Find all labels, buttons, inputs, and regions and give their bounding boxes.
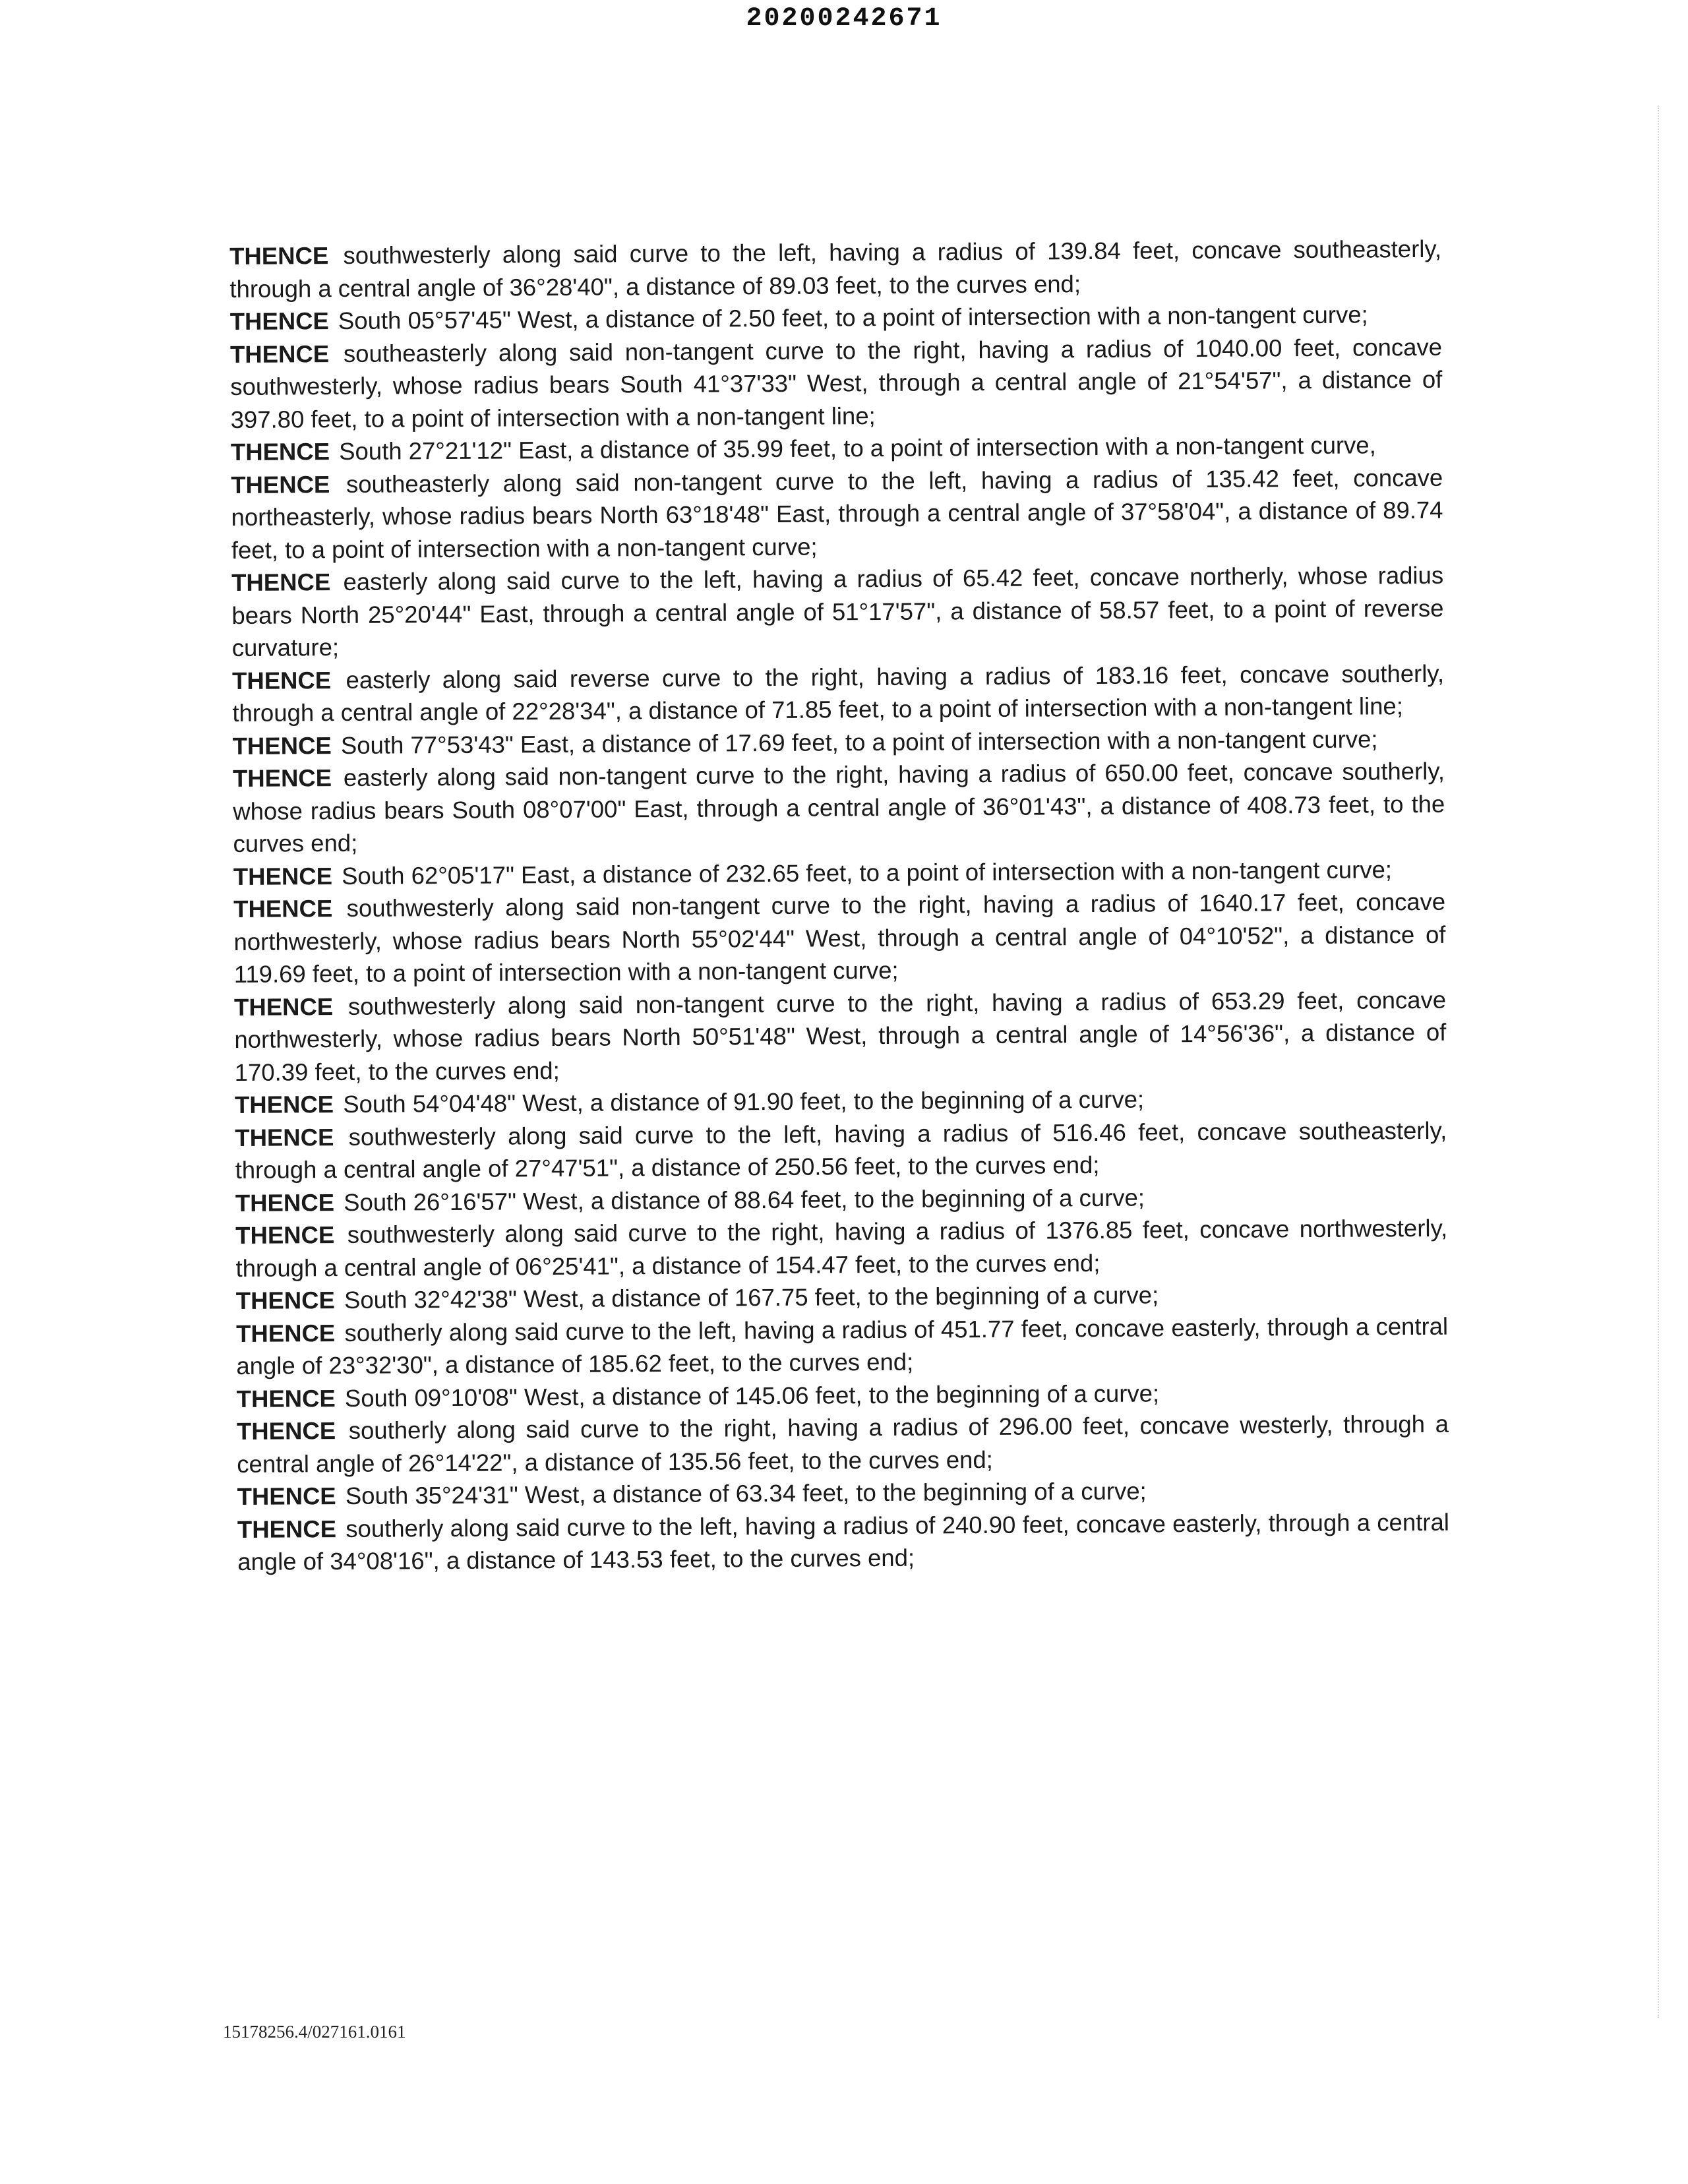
course-text: southwesterly along said non-tangent curve to the right, having a radius of 653.29 feet, concave northwesterly, whose radius bears North 50°51'48" West, through a central angle of 14°56'36", a distance of 170.39 feet, to the curves end; xyxy=(234,986,1447,1086)
course-text: southwesterly along said curve to the right, having a radius of 1376.85 feet, concave northwesterly, through a central angle of 06°25'41", a distance of 154.47 feet, to the curves end; xyxy=(235,1214,1448,1282)
course-text: South 05°57'45" West, a distance of 2.50 feet, to a point of intersection with a non-tangent curve; xyxy=(338,301,1368,334)
course-text: South 35°24'31" West, a distance of 63.34 feet, to the beginning of a curve; xyxy=(345,1477,1147,1509)
course-paragraph xyxy=(235,1114,1447,1186)
course-text: easterly along said non-tangent curve to the right, having a radius of 650.00 feet, concave southerly, whose radius bears South 08°07'00" East, through a central angle of 36°01'43", a distance of 408.73 feet, to the curves end; xyxy=(233,757,1445,857)
thence-keyword: THENCE xyxy=(234,1091,334,1118)
thence-keyword: THENCE xyxy=(237,1482,336,1510)
thence-keyword: THENCE xyxy=(232,731,332,760)
course-text: southwesterly along said non-tangent curve to the right, having a radius of 1640.17 feet, concave northwesterly, whose radius bears North 55°02'44" West, through a central angle of 04°10'52", a distance of 119.69 feet, to a point of intersection with a non-tangent curve; xyxy=(233,888,1446,988)
thence-keyword: THENCE xyxy=(231,666,332,694)
course-text: southeasterly along said non-tangent curve to the left, having a radius of 135.42 feet, concave northeasterly, whose radius bears North 63°18'48" East, through a central angle of 37°58'04", a distance of 89.74 feet, to a point of intersection with a non-tangent curve; xyxy=(231,464,1443,564)
course-text: South 27°21'12" East, a distance of 35.99 feet, to a point of intersection with a non-tangent curve, xyxy=(339,431,1376,465)
course-paragraph xyxy=(233,755,1445,861)
course-text: southerly along said curve to the right, having a radius of 296.00 feet, concave westerly, through a central angle of 26°14'22", a distance of 135.56 feet, to the curves end; xyxy=(237,1410,1449,1478)
course-text: South 32°42'38" West, a distance of 167.75 feet, to the beginning of a curve; xyxy=(344,1281,1159,1314)
course-paragraph xyxy=(237,1408,1449,1480)
scan-edge-artifact xyxy=(1658,106,1659,2018)
thence-keyword: THENCE xyxy=(233,895,333,923)
course-text: South 26°16'57" West, a distance of 88.64 feet, to the beginning of a curve; xyxy=(344,1184,1145,1216)
thence-keyword: THENCE xyxy=(232,764,332,792)
course-text: southerly along said curve to the left, having a radius of 451.77 feet, concave easterly, through a central angle of 23°32'30", a distance of 185.62 feet, to the curves end; xyxy=(236,1312,1449,1380)
course-paragraph xyxy=(237,1505,1450,1578)
thence-keyword: THENCE xyxy=(233,992,334,1021)
course-text: southwesterly along said curve to the left, having a radius of 139.84 feet, concave southeasterly, through a central angle of 36°28'40", a distance of 89.03 feet, to the curves end; xyxy=(229,235,1442,303)
thence-keyword: THENCE xyxy=(233,862,333,890)
course-text: easterly along said curve to the left, having a radius of 65.42 feet, concave northerly, whose radius bears North 25°20'44" East, through a central angle of 51°17'57", a distance of 58.57 feet, to a point of reverse curvature; xyxy=(231,561,1444,661)
course-text: easterly along said reverse curve to the right, having a radius of 183.16 feet, concave southerly, through a central angle of 22°28'34", a distance of 71.85 feet, to a point of intersection with a non-tangent line; xyxy=(232,659,1445,727)
thence-keyword: THENCE xyxy=(230,438,330,466)
thence-keyword: THENCE xyxy=(235,1287,336,1314)
course-text: South 09°10'08" West, a distance of 145.06 feet, to the beginning of a curve; xyxy=(344,1379,1160,1412)
course-text: southeasterly along said non-tangent curve to the right, having a radius of 1040.00 feet, concave southwesterly, whose radius bears South 41°37'33" West, through a central angle of 21°54'57", a distance of 397.80 feet, to a point of intersection with a non-tangent line; xyxy=(230,333,1443,433)
course-paragraph xyxy=(231,559,1444,665)
course-paragraph xyxy=(235,1212,1448,1285)
course-text: southwesterly along said curve to the left, having a radius of 516.46 feet, concave southeasterly, through a central angle of 27°47'51", a distance of 250.56 feet, to the curves end; xyxy=(235,1116,1447,1184)
course-paragraph xyxy=(234,983,1447,1089)
course-paragraph xyxy=(229,233,1442,305)
thence-keyword: THENCE xyxy=(236,1384,336,1412)
thence-keyword: THENCE xyxy=(229,242,329,270)
thence-keyword: THENCE xyxy=(236,1417,336,1445)
course-paragraph xyxy=(230,330,1443,436)
course-paragraph xyxy=(236,1310,1449,1382)
thence-keyword: THENCE xyxy=(231,470,330,499)
course-paragraph xyxy=(231,461,1443,566)
thence-keyword: THENCE xyxy=(231,568,331,596)
legal-description-body xyxy=(229,233,1449,1579)
thence-keyword: THENCE xyxy=(237,1515,337,1543)
thence-keyword: THENCE xyxy=(235,1123,334,1151)
course-text: South 62°05'17" East, a distance of 232.65 feet, to a point of intersection with a non-tangent curve; xyxy=(342,855,1393,890)
thence-keyword: THENCE xyxy=(229,340,330,368)
course-text: southerly along said curve to the left, having a radius of 240.90 feet, concave easterly, through a central angle of 34°08'16", a distance of 143.53 feet, to the curves end; xyxy=(237,1508,1450,1575)
footer-reference-number: 15178256.4/027161.0161 xyxy=(223,2022,406,2042)
thence-keyword: THENCE xyxy=(236,1319,336,1347)
course-paragraph xyxy=(233,886,1446,991)
thence-keyword: THENCE xyxy=(235,1221,335,1249)
document-number: 20200242671 xyxy=(746,4,942,34)
thence-keyword: THENCE xyxy=(229,307,329,335)
course-text: South 77°53'43" East, a distance of 17.69 feet, to a point of intersection with a non-tangent curve; xyxy=(340,725,1378,759)
thence-keyword: THENCE xyxy=(235,1188,335,1217)
course-text: South 54°04'48" West, a distance of 91.90 feet, to the beginning of a curve; xyxy=(343,1085,1145,1118)
course-paragraph xyxy=(232,657,1445,729)
